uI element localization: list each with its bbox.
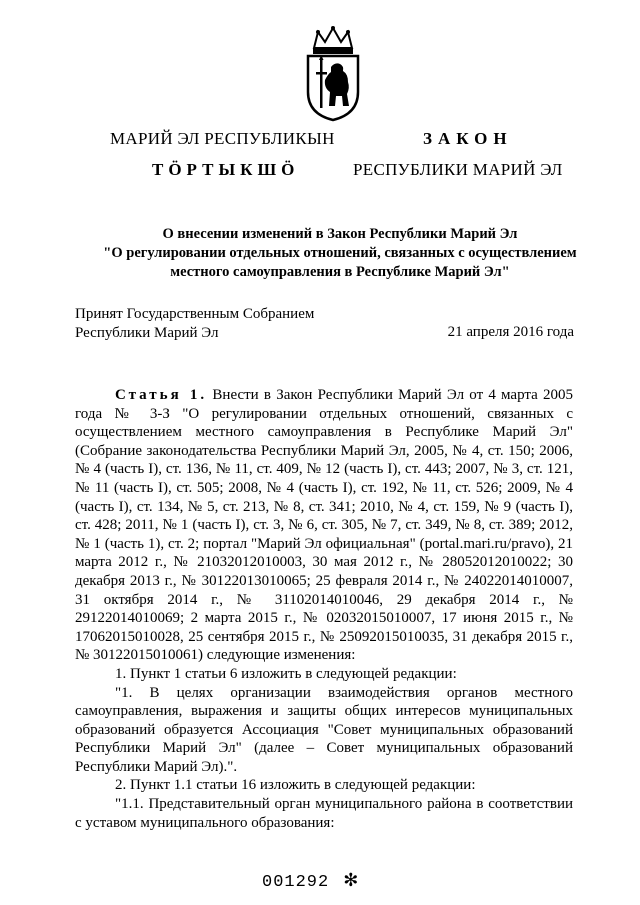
adopted-by-line1: Принят Государственным Собранием [75,306,315,322]
document-body [75,386,573,832]
document-number [262,870,359,892]
header-right-line2: РЕСПУБЛИКИ МАРИЙ ЭЛ [353,160,563,179]
article-1-paragraph [75,386,573,665]
marij-el-coat-of-arms-icon [298,22,368,122]
item-2: 2. Пункт 1.1 статьи 16 изложить в следующей редакции: [115,777,476,794]
star-mark: ✻ [343,870,360,891]
law-title-line2: "О регулировании отдельных отношений, связанных с осуществлением [103,245,577,261]
item-2-quote: "1.1. Представительный орган муниципального района в соответствии с уставом муниципального образования: [75,796,573,831]
header-right-line1: ЗАКОН [423,129,513,148]
item-1: 1. Пункт 1 статьи 6 изложить в следующей редакции: [115,665,457,682]
adoption-date: 21 апреля 2016 года [447,324,574,340]
law-title-line1: О внесении изменений в Закон Республики Марий Эл [162,226,518,242]
law-title-line3: местного самоуправления в Республике Марий Эл" [170,264,510,280]
item-1-quote: "1. В целях организации взаимодействия органов местного самоуправления, выражения и защиты общих интересов муниципальных образований образуется Ассоциация "Совет муниципальных образований Республики Марий Эл" (далее – Совет муниципальных образований Республики Марий Эл).". [75,684,573,775]
article-text: Внести в Закон Республики Марий Эл от 4 марта 2005 года № 3-З "О регулировании отдельных отношений, связанных с осуществлением местного самоуправления в Республике Марий Эл" (Собрание законодательства Республики Марий Эл, 2005, № 4, ст. 150; 2006, № 4 (часть I), ст. 136, № 11, ст. 409, № 12 (часть I), ст. 443; 2007, № 3, ст. 121, № 11 (часть I), ст. 505; 2008, № 4 (часть I), ст. 192, № 11, ст. 526; 2009, № 4 (часть I), ст. 134, № 5, ст. 213, № 8, ст. 341; 2010, № 4, ст. 159, № 9 (часть I), ст. 428; 2011, № 1 (часть I), ст. 3, № 6, ст. 305, № 7, ст. 349, № 8, ст. 389; 2012, № 1 (часть 1), ст. 2; портал "Марий Эл официальная" (portal.mari.ru/pravo), 21 марта 2012 г., № 21032012010003, 30 мая 2012 г., № 28052012010022; 30 декабря 2013 г., № 30122013010065; 25 февраля 2014 г., № 24022014010007, 31 октября 2014 г., № 31102014010046, 29 декабря 2014 г., № 29122014010069; 2 марта 2015 г., № 02032015010007, 17 июня 2015 г., № 17062015010028, 25 сентября 2015 г., № 25092015010035, 31 декабря 2015 г., № 30122015010061) следующие изменения: [75,387,574,664]
law-title [60,225,620,282]
serial-number: 001292 [262,873,330,892]
adopted-by [75,305,314,343]
header-left-line2: ТӦРТЫКШӦ [152,160,300,179]
article-label: Статья 1. [115,387,208,403]
header-left-line1: МАРИЙ ЭЛ РЕСПУБЛИКЫН [110,129,335,148]
adopted-by-line2: Республики Марий Эл [75,325,219,341]
